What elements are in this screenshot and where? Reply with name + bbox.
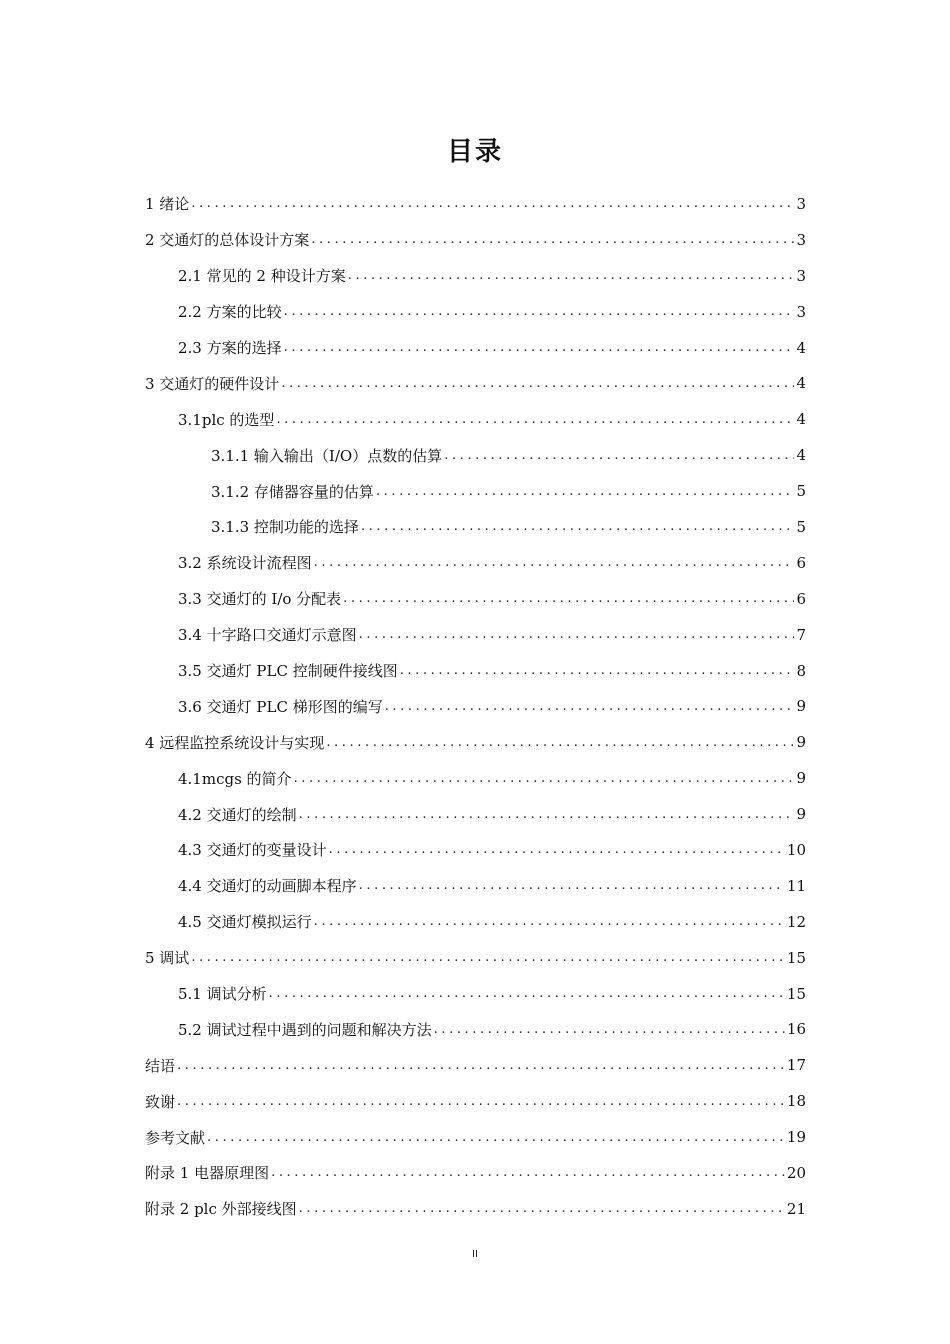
toc-title: 目录 [446,137,503,167]
toc-entry-text: 5 调试 [145,949,190,968]
toc-entry-text: 4.2 交通灯的绘制 [178,805,297,824]
toc-leader-dots [376,484,795,499]
toc-entry[interactable] [145,401,806,437]
toc-entry[interactable] [145,904,806,940]
toc-entry-page: 4 [796,374,806,393]
toc-entry[interactable] [145,1191,806,1227]
toc-entry-page: 20 [786,1163,806,1182]
toc-leader-dots [191,196,794,211]
toc-entry[interactable] [145,832,806,868]
toc-leader-dots [281,376,794,391]
toc-entry[interactable] [145,294,806,330]
toc-entry-text: 3.1.2 存储器容量的估算 [211,482,374,501]
toc-leader-dots [343,591,794,606]
toc-entry-page: 9 [796,769,806,788]
toc-leader-dots [444,448,794,463]
toc-entry-page: 5 [796,482,806,501]
toc-entry-text: 3.5 交通灯 PLC 控制硬件接线图 [178,662,398,681]
toc-entry[interactable] [145,940,806,976]
toc-leader-dots [276,412,794,427]
toc-entry-text: 3.1.1 输入输出（I/O）点数的估算 [211,446,443,465]
toc-leader-dots [359,627,795,642]
toc-leader-dots [361,519,795,534]
toc-entry-page: 18 [786,1092,806,1111]
toc-entry[interactable] [145,545,806,581]
toc-entry-page: 5 [796,517,806,536]
toc-entry-text: 3.3 交通灯的 I/o 分配表 [178,590,342,609]
toc-leader-dots [299,807,795,822]
toc-leader-dots [207,1130,785,1145]
toc-entry[interactable] [145,365,806,401]
toc-entry[interactable] [145,509,806,545]
toc-entry-text: 2 交通灯的总体设计方案 [145,231,310,250]
toc-entry-page: 9 [796,733,806,752]
toc-entry-text: 1 绪论 [145,195,190,214]
toc-entry-page: 3 [796,230,806,249]
toc-leader-dots [348,268,795,283]
toc-leader-dots [191,950,785,965]
toc-entry-text: 2.3 方案的选择 [178,339,282,357]
toc-entry-page: 19 [786,1128,806,1147]
toc-entry-page: 11 [786,876,806,895]
toc-entry-page: 16 [786,1020,806,1039]
toc-leader-dots [314,555,795,570]
toc-leader-dots [329,842,785,857]
toc-entry[interactable] [145,868,806,904]
toc-entry[interactable] [145,437,806,473]
toc-entry[interactable] [145,330,806,366]
page-number: II [472,1249,478,1260]
toc-entry[interactable] [145,1155,806,1191]
toc-leader-dots [177,1094,785,1109]
toc-entry-text: 3.6 交通灯 PLC 梯形图的编写 [178,697,383,716]
toc-leader-dots [400,663,795,678]
toc-entry[interactable] [145,796,806,832]
toc-leader-dots [359,878,785,893]
toc-entry-page: 3 [796,194,806,213]
toc-entry-text: 3.1.3 控制功能的选择 [211,518,359,537]
toc-entry-text: 2.1 常见的 2 种设计方案 [178,267,346,286]
toc-entry-text: 致谢 [145,1092,176,1111]
toc-leader-dots [294,771,795,786]
toc-entry[interactable] [145,473,806,509]
toc-entry[interactable] [145,653,806,689]
toc-entry-page: 8 [796,661,806,680]
toc-leader-dots [314,914,785,929]
toc-entry[interactable] [145,1119,806,1155]
toc-entry[interactable] [145,222,806,258]
toc-entry[interactable] [145,1047,806,1083]
toc-entry[interactable] [145,186,806,222]
toc-entry-text: 4.3 交通灯的变量设计 [178,841,327,860]
toc-entry-page: 4 [796,410,806,429]
toc-leader-dots [299,1201,785,1216]
toc-entry-text: 2.2 方案的比较 [178,303,282,322]
toc-entry-page: 3 [796,266,806,285]
toc-entry-text: 附录 1 电器原理图 [145,1164,270,1183]
toc-entry-page: 9 [796,697,806,716]
toc-leader-dots [385,699,795,714]
toc-entry-page: 3 [796,302,806,321]
toc-entry-text: 5.2 调试过程中遇到的问题和解决方法 [178,1020,432,1039]
toc-entry-page: 4 [796,446,806,465]
toc-entry[interactable] [145,581,806,617]
toc-entry-page: 6 [796,553,806,572]
toc-entry-page: 10 [786,840,806,859]
toc-entry[interactable] [145,724,806,760]
toc-entry-page: 21 [786,1199,806,1218]
toc-entry[interactable] [145,760,806,796]
toc-entry-page: 7 [796,625,806,644]
toc-leader-dots [434,1022,785,1037]
toc-entry-text: 5.1 调试分析 [178,985,267,1004]
toc-entry-text: 3.1plc 的选型 [178,410,275,429]
toc-leader-dots [311,232,794,247]
toc-entry-text: 附录 2 plc 外部接线图 [145,1200,297,1219]
toc-entry-text: 3.4 十字路口交通灯示意图 [178,626,357,645]
toc-entry-text: 4 远程监控系统设计与实现 [145,733,325,752]
toc-entry-page: 9 [796,805,806,824]
table-of-contents [145,186,806,1227]
toc-entry-text: 3 交通灯的硬件设计 [145,374,280,393]
toc-entry-text: 4.5 交通灯模拟运行 [178,913,312,932]
toc-leader-dots [284,340,795,355]
toc-entry[interactable] [145,976,806,1012]
toc-entry-page: 15 [786,948,806,967]
toc-entry-text: 结语 [145,1056,176,1075]
toc-leader-dots [271,1165,785,1180]
toc-entry-text: 参考文献 [145,1128,206,1147]
toc-entry-text: 4.1mcgs 的简介 [178,769,292,788]
toc-leader-dots [177,1058,785,1073]
toc-entry-text: 3.2 系统设计流程图 [178,554,312,573]
toc-entry-page: 6 [796,589,806,608]
toc-entry[interactable] [145,688,806,724]
toc-entry-text: 4.4 交通灯的动画脚本程序 [178,877,357,896]
toc-entry-page: 17 [786,1056,806,1075]
toc-entry[interactable] [145,617,806,653]
toc-entry-page: 15 [786,984,806,1003]
toc-entry-page: 4 [796,338,806,357]
toc-leader-dots [326,735,794,750]
toc-leader-dots [269,986,785,1001]
toc-entry-page: 12 [786,912,806,931]
toc-leader-dots [284,304,795,319]
toc-entry[interactable] [145,258,806,294]
toc-entry[interactable] [145,1083,806,1119]
toc-entry[interactable] [145,1011,806,1047]
